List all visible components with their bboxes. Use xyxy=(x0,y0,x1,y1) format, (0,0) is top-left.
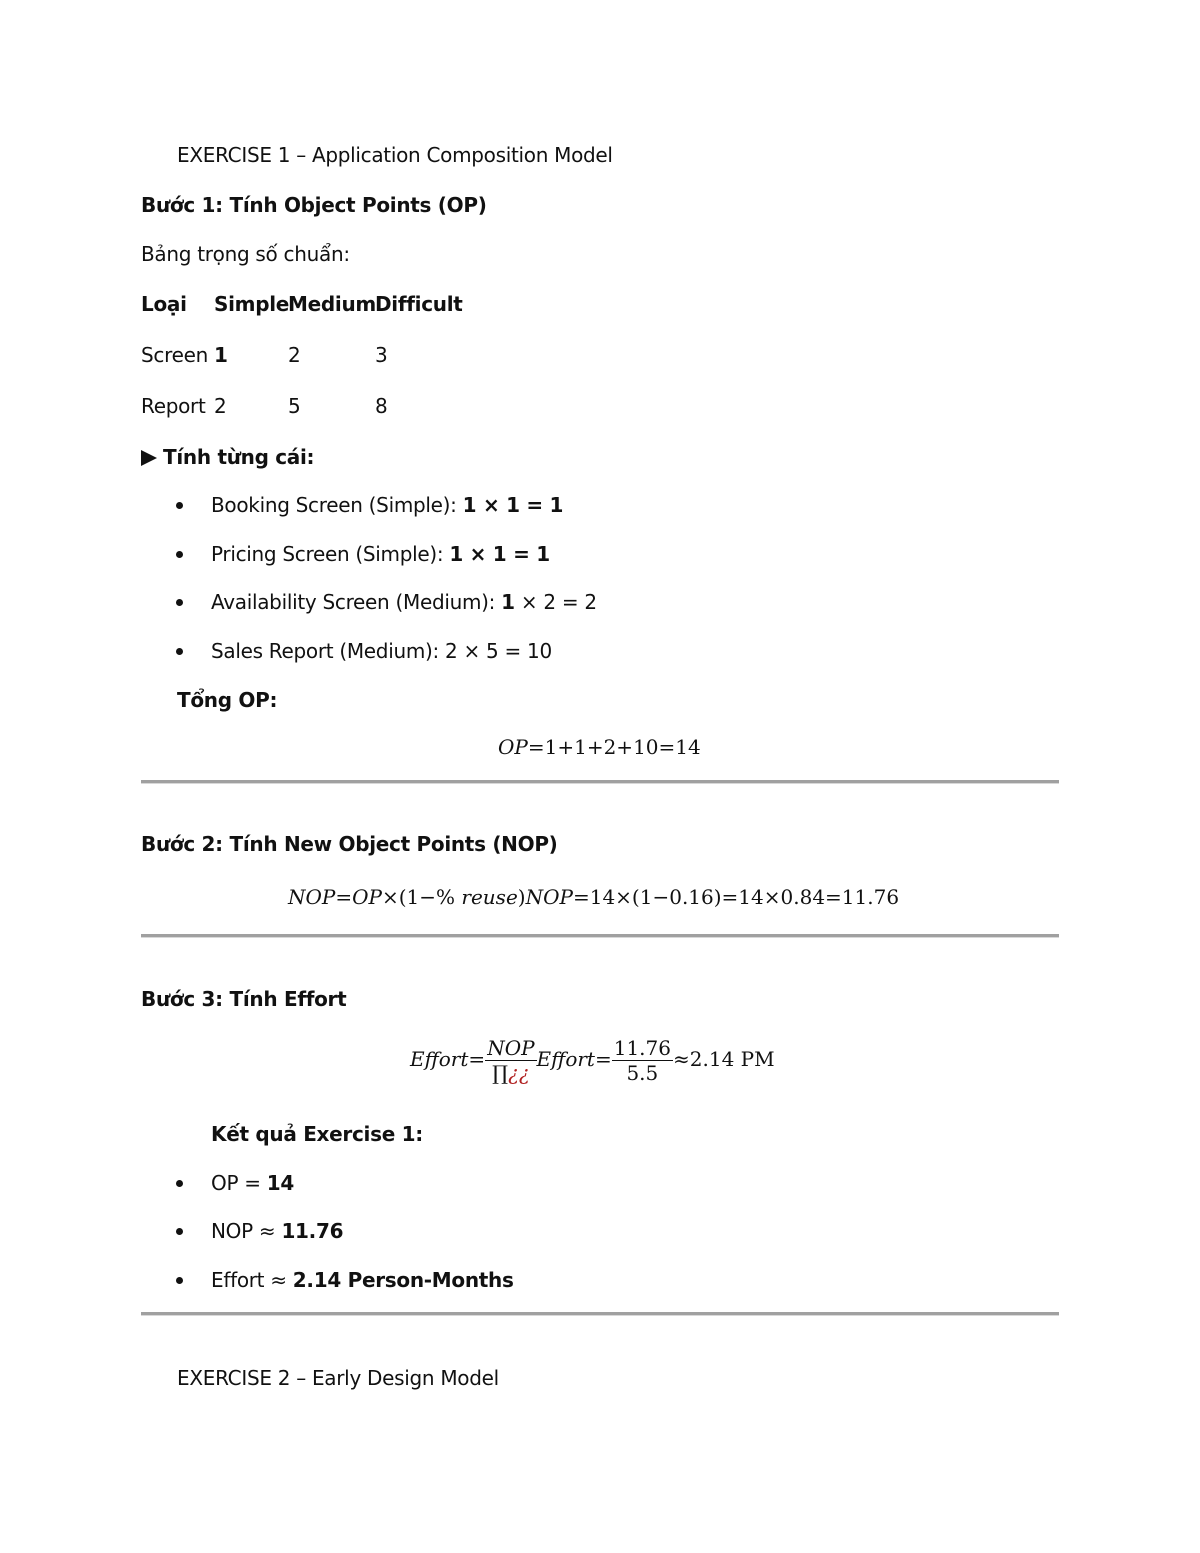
list-item-label: Booking Screen (Simple): xyxy=(211,493,463,517)
list-item-label: NOP ≈ xyxy=(211,1219,282,1243)
fraction-denominator: 5.5 xyxy=(612,1060,673,1085)
formula-op: × xyxy=(381,885,399,909)
list-item-value: 1 × 1 = 1 xyxy=(449,542,550,566)
list-item-label: Effort ≈ xyxy=(211,1268,293,1292)
table-header-simple: Simple xyxy=(214,292,290,316)
bullet-icon xyxy=(176,1180,183,1187)
formula-part: =14×(1−0.16)=14×0.84=11.76 xyxy=(572,885,900,909)
horizontal-rule xyxy=(141,780,1059,784)
table-cell: 2 xyxy=(288,343,301,367)
formula-op-var: OP xyxy=(498,735,528,759)
formula-result: ≈2.14 PM xyxy=(673,1047,775,1071)
fraction-denominator xyxy=(485,1060,536,1085)
table-cell: 1 xyxy=(214,343,228,367)
formula-op: = xyxy=(335,885,353,909)
bullet-icon xyxy=(176,551,183,558)
product-symbol: ∏ xyxy=(492,1061,509,1085)
list-item-value-bold: 1 xyxy=(501,590,515,614)
table-header-difficult: Difficult xyxy=(375,292,463,316)
formula-error-glyph: ¿¿ xyxy=(508,1061,530,1085)
bullet-icon xyxy=(176,1228,183,1235)
total-op-label: Tổng OP: xyxy=(177,688,278,712)
list-item xyxy=(211,493,563,517)
formula-nop xyxy=(288,885,899,909)
calc-heading xyxy=(141,445,314,469)
exercise1-title: EXERCISE 1 – Application Composition Model xyxy=(177,143,613,167)
list-item xyxy=(211,639,552,663)
table-row-screen-label: Screen xyxy=(141,343,208,367)
list-item-value: 14 xyxy=(266,1171,295,1195)
step3-heading: Bước 3: Tính Effort xyxy=(141,987,347,1011)
list-item-label: OP = xyxy=(211,1171,267,1195)
horizontal-rule xyxy=(141,934,1059,938)
horizontal-rule xyxy=(141,1312,1059,1316)
exercise2-title: EXERCISE 2 – Early Design Model xyxy=(177,1366,499,1390)
list-item-value: 11.76 xyxy=(281,1219,344,1243)
formula-part: (1−% xyxy=(398,885,462,909)
list-item xyxy=(211,1268,514,1292)
formula-op: = xyxy=(594,1047,612,1071)
result-heading: Kết quả Exercise 1: xyxy=(211,1122,423,1146)
list-item xyxy=(211,1219,343,1243)
fraction-numerator: 11.76 xyxy=(613,1036,671,1060)
formula-var: reuse xyxy=(461,885,518,909)
formula-var: NOP xyxy=(525,885,573,909)
formula-op-rest: =1+1+2+10=14 xyxy=(527,735,701,759)
step2-heading: Bước 2: Tính New Object Points (NOP) xyxy=(141,832,558,856)
list-item-value: 2.14 Person-Months xyxy=(292,1268,514,1292)
table-intro: Bảng trọng số chuẩn: xyxy=(141,242,350,266)
list-item xyxy=(211,542,550,566)
bullet-icon xyxy=(176,1277,183,1284)
formula-var: Effort xyxy=(410,1047,469,1071)
bullet-icon xyxy=(176,599,183,606)
list-item-value-rest: × 2 = 2 xyxy=(514,590,597,614)
list-item-value: 1 × 1 = 1 xyxy=(462,493,564,517)
list-item-value: 2 × 5 = 10 xyxy=(445,639,552,663)
table-header-type: Loại xyxy=(141,292,187,316)
formula-op xyxy=(498,735,701,759)
arrow-bullet-icon xyxy=(141,450,157,466)
table-cell: 3 xyxy=(375,343,388,367)
fraction xyxy=(612,1036,673,1085)
formula-var: Effort xyxy=(536,1047,595,1071)
table-cell: 8 xyxy=(375,394,388,418)
step1-heading: Bước 1: Tính Object Points (OP) xyxy=(141,193,487,217)
formula-var: OP xyxy=(352,885,382,909)
fraction-numerator: NOP xyxy=(487,1036,535,1060)
list-item-label: Sales Report (Medium): xyxy=(211,639,446,663)
bullet-icon xyxy=(176,502,183,509)
table-cell: 5 xyxy=(288,394,301,418)
list-item-label: Availability Screen (Medium): xyxy=(211,590,502,614)
list-item-label: Pricing Screen (Simple): xyxy=(211,542,450,566)
formula-effort xyxy=(410,1036,775,1085)
fraction xyxy=(485,1036,536,1085)
table-row-report-label: Report xyxy=(141,394,206,418)
list-item xyxy=(211,1171,294,1195)
bullet-icon xyxy=(176,648,183,655)
table-header-medium: Medium xyxy=(288,292,376,316)
table-cell: 2 xyxy=(214,394,227,418)
calc-heading-text: Tính từng cái: xyxy=(163,445,315,469)
formula-var: NOP xyxy=(288,885,336,909)
list-item xyxy=(211,590,597,614)
formula-op: = xyxy=(468,1047,486,1071)
formula-part: ) xyxy=(517,885,526,909)
